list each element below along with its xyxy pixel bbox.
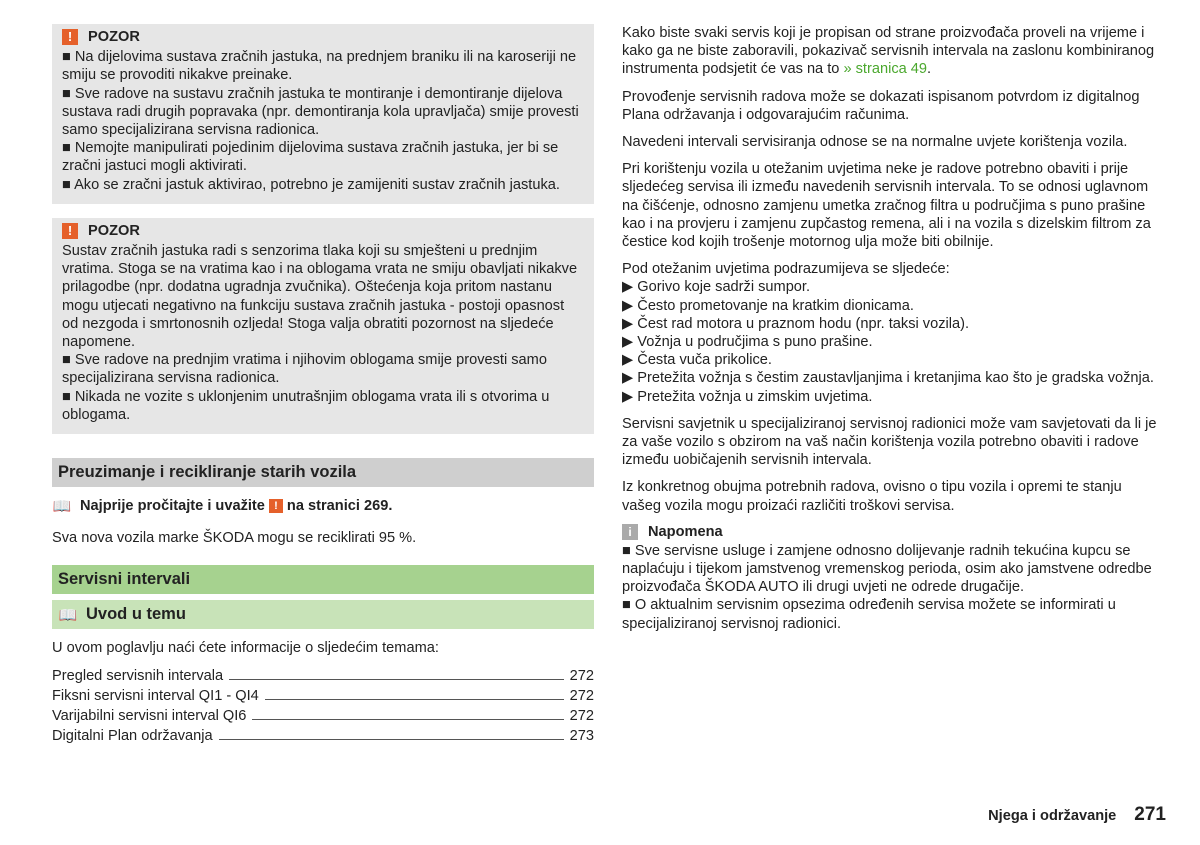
toc-leader	[252, 719, 563, 720]
warning-title: POZOR	[88, 29, 140, 45]
section-title-service: Servisni intervali	[52, 565, 594, 594]
paragraph-costs: Iz konkretnog obujma potrebnih radova, ovisno o tipu vozila i opremi te stanju vašeg vozila mogu proizaći različiti troškovi servisa.	[622, 479, 1122, 514]
list-item: ▶ Gorivo koje sadrži sumpor.	[622, 279, 811, 296]
paragraph-text-end: .	[927, 61, 932, 78]
list-item: ▶ Često prometovanje na kratkim dionicama.	[622, 297, 914, 314]
note-header	[622, 524, 1162, 540]
list-item: ▶ Pretežita vožnja s čestim zaustavljanjima i kretanjima kao što je gradska vožnja.	[622, 370, 1154, 387]
warning-line: ■ Sve radove na prednjim vratima i njihovim oblogama smije provesti samo specijalizirana servisna radionica.	[62, 352, 547, 387]
toc-leader	[265, 699, 564, 700]
section-title-recycling: Preuzimanje i recikliranje starih vozila	[52, 458, 594, 487]
note-line: ■ O aktualnim servisnim opsezima određenih servisa možete se informirati u specijaliziranoj servisnoj radionici.	[622, 597, 1116, 632]
read-first-page: na stranici 269.	[286, 498, 393, 515]
warning-header	[62, 28, 584, 46]
warning-line: Sustav zračnih jastuka radi s senzorima tlaka koji su smješteni u prednjim vratima. Stoga se na vratima kao i na oblogama vrata ne smiju obavljati nikakve prilagodbe (npr. dodatna ugradnja zvučnika). Oštećenja koja pritom nastanu mogu utjecati negativno na funkciju sustava zračnih jastuka - postoji opasnost od nezgoda i smrtonosnih ozljeda! Stoga valja obratiti pozornost na sljedeće napomene.	[62, 243, 578, 351]
warning-header	[62, 222, 584, 240]
toc-entry[interactable]	[52, 666, 594, 686]
right-column	[622, 24, 1162, 633]
toc-entry[interactable]	[52, 686, 594, 706]
book-icon: 📖	[58, 606, 78, 624]
toc-leader	[219, 739, 564, 740]
toc-page: 273	[569, 728, 594, 745]
list-item: ▶ Vožnja u područjima s puno prašine.	[622, 334, 873, 351]
conditions-list	[622, 278, 1162, 405]
paragraph-advisor: Servisni savjetnik u specijaliziranoj servisnoj radionici može vam savjetovati da li je za vaše vozilo s obzirom na vaš način korištenja vozila potrebno obaviti i radove između uobičajenih servisnih intervala.	[622, 415, 1157, 469]
toc-page: 272	[569, 688, 594, 705]
page-number: 271	[1134, 804, 1166, 825]
read-first-text: Najprije pročitajte i uvažite	[80, 498, 265, 515]
toc-label: Digitalni Plan održavanja	[52, 728, 213, 745]
warning-line: ■ Sve radove na sustavu zračnih jastuka te montiranje i demontiranje dijelova sustava radi drugih popravaka (npr. demontiranja kola upravljača) smije provesti samo specijalizirana servisna radionica.	[62, 85, 579, 139]
paragraph-text: Kako biste svaki servis koji je propisan od strane proizvođača proveli na vrijeme i kako ga ne biste zaboravili, pokazivač servisnih intervala na zaslonu kombiniranog instrumenta podsjetit će vas na to	[622, 25, 1155, 78]
warning-title: POZOR	[88, 222, 140, 239]
toc-label: Fiksni servisni interval QI1 - QI4	[52, 688, 259, 705]
page-footer	[988, 804, 1166, 826]
warning-line: ■ Nemojte manipulirati pojedinim dijelovima sustava zračnih jastuka, jer bi se zračni jastuci mogli aktivirati.	[62, 140, 559, 175]
warning-icon: !	[269, 499, 283, 513]
paragraph-service-reminder	[622, 24, 1162, 79]
list-item: ▶ Pretežita vožnja u zimskim uvjetima.	[622, 388, 873, 405]
chapter-name: Njega i održavanje	[988, 808, 1117, 824]
warning-line: ■ Nikada ne vozite s uklonjenim unutrašnjim oblogama vrata ili s otvorima u oblogama.	[62, 388, 550, 423]
toc-entry[interactable]	[52, 726, 594, 746]
paragraph-proof: Provođenje servisnih radova može se dokazati ispisanom potvrdom iz digitalnog Plana održavanja i odgovarajućim računima.	[622, 88, 1140, 123]
page-link[interactable]: » stranica 49	[843, 61, 928, 78]
read-first-note	[52, 497, 594, 515]
toc-label: Pregled servisnih intervala	[52, 668, 224, 685]
warning-box-door-sensors	[52, 218, 594, 434]
table-of-contents	[52, 666, 594, 746]
toc-page: 272	[569, 708, 594, 725]
note-line: ■ Sve servisne usluge i zamjene odnosno dolijevanje radnih tekućina kupcu se naplaćuju i tijekom jamstvenog vremenskog perioda, osim ako jamstvene odredbe proizvođača ŠKODA AUTO ili drugi uvjeti ne odrede drugačije.	[622, 542, 1152, 596]
toc-page: 272	[569, 668, 594, 685]
intro-title-text: Uvod u temu	[86, 605, 186, 624]
recycling-text: Sva nova vozila marke ŠKODA mogu se reciklirati 95 %.	[52, 530, 417, 547]
info-icon: i	[622, 524, 638, 540]
subsection-title-intro	[52, 600, 594, 629]
list-item: ▶ Česta vuča prikolice.	[622, 352, 772, 369]
warning-box-airbag	[52, 24, 594, 204]
paragraph-conditions-intro: Pod otežanim uvjetima podrazumijeva se sljedeće:	[622, 261, 950, 278]
warning-icon: !	[62, 29, 78, 45]
warning-line: ■ Na dijelovima sustava zračnih jastuka, na prednjem braniku ili na karoseriji ne smiju se provoditi nikakve preinake.	[62, 49, 577, 84]
intro-text: U ovom poglavlju naći ćete informacije o sljedećim temama:	[52, 640, 439, 657]
paragraph-normal-conditions: Navedeni intervali servisiranja odnose se na normalne uvjete korištenja vozila.	[622, 134, 1128, 151]
left-column	[52, 24, 594, 746]
toc-leader	[229, 679, 563, 680]
list-item: ▶ Čest rad motora u praznom hodu (npr. taksi vozila).	[622, 315, 970, 332]
warning-icon: !	[62, 223, 78, 239]
warning-line: ■ Ako se zračni jastuk aktivirao, potrebno je zamijeniti sustav zračnih jastuka.	[62, 176, 560, 193]
toc-entry[interactable]	[52, 706, 594, 726]
toc-label: Varijabilni servisni interval QI6	[52, 708, 247, 725]
book-icon: 📖	[52, 498, 72, 516]
note-title: Napomena	[648, 523, 723, 540]
paragraph-difficult-conditions: Pri korištenju vozila u otežanim uvjetima neke je radove potrebno obaviti i prije sljedećeg servisa ili između navedenih servisnih intervala. To se odnosi uglavnom na čišćenje, odnosno zamjenu umetka zračnog filtra u područjima s puno prašine kao i na provjeru i zamjenu zupčastog remena, ali i na vozila s dizelskim filtrom za čestice kod kojih trošenje motornog ulja može biti obilnije.	[622, 161, 1151, 251]
